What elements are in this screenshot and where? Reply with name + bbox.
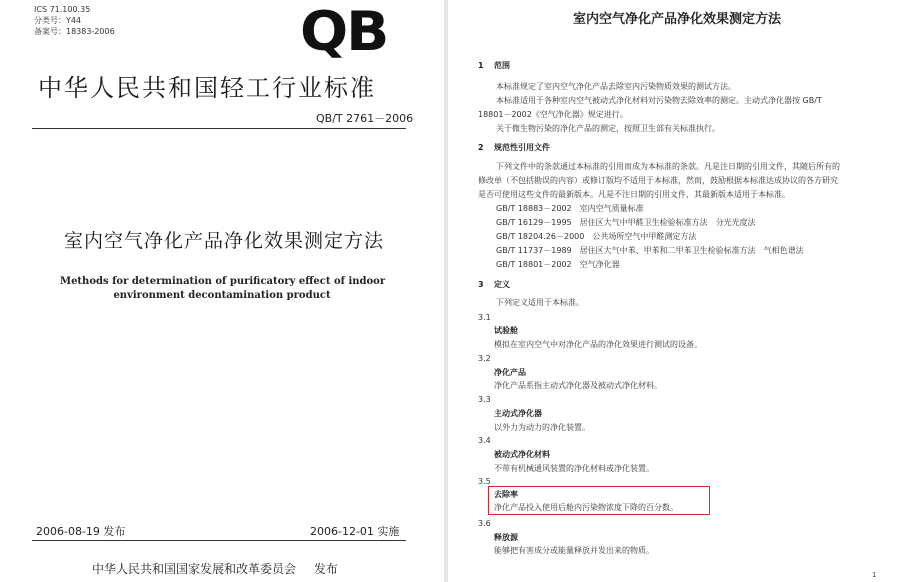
qb-logo: QB — [300, 0, 388, 63]
header-rule — [32, 128, 406, 129]
section-2-title: 规范性引用文件 — [494, 143, 550, 152]
definition-3-5-term: 去除率 — [494, 490, 518, 499]
cover-title-en-line1: Methods for determination of purificatory effect of indoor — [60, 276, 386, 287]
cover-title-cn: 室内空气净化产品净化效果测定方法 — [64, 230, 385, 252]
definition-3-6-term: 释放源 — [494, 533, 518, 542]
classification-code: 分类号：Y44 — [34, 16, 82, 25]
effective-date: 2006-12-01 实施 — [310, 525, 400, 538]
definition-3-1-text: 模拟在室内空气中对净化产品的净化效果进行测试的设备。 — [494, 340, 702, 349]
definition-3-3-text: 以外力为动力的净化装置。 — [494, 423, 590, 432]
footer-rule — [32, 540, 406, 541]
definition-3-4-term: 被动式净化材料 — [494, 450, 550, 459]
reference-2: GB/T 16129－1995 居住区大气中甲醛卫生检验标准方法 分光光度法 — [496, 218, 756, 227]
reference-5: GB/T 18801－2002 空气净化器 — [496, 260, 620, 269]
s2-paragraph-a: 下列文件中的条款通过本标准的引用而成为本标准的条款。凡是注日期的引用文件，其随后所有的 — [496, 162, 840, 171]
definition-3-1-term: 试验舱 — [494, 326, 518, 335]
section-1-title: 范围 — [494, 61, 510, 70]
s1-paragraph-2a: 本标准适用于各种室内空气被动式净化材料对污染物去除效率的测定。主动式净化器按 GB/T — [496, 96, 822, 105]
s1-paragraph-2b: 18801－2002《空气净化器》规定进行。 — [478, 110, 628, 119]
reference-4: GB/T 11737－1989 居住区大气中苯、甲苯和二甲苯卫生检验标准方法 气相色谱法 — [496, 246, 804, 255]
definition-3-2-number: 3.2 — [478, 354, 491, 363]
definition-3-3-number: 3.3 — [478, 395, 491, 404]
section-1-number: 1 — [478, 61, 484, 70]
definition-3-2-text: 净化产品系指主动式净化器及被动式净化材料。 — [494, 381, 662, 390]
s1-paragraph-3: 关于微生物污染的净化产品的测定，按照卫生部有关标准执行。 — [496, 124, 720, 133]
content-title: 室内空气净化产品净化效果测定方法 — [572, 12, 781, 27]
definition-3-4-text: 不带有机械通风装置的净化材料或净化装置。 — [494, 464, 654, 473]
s3-intro: 下列定义适用于本标准。 — [496, 298, 584, 307]
section-3-number: 3 — [478, 280, 484, 289]
standard-category-title: 中华人民共和国轻工行业标准 — [38, 74, 376, 102]
page-number: 1 — [872, 571, 877, 579]
definition-3-5-text: 净化产品投入使用后舱内污染物浓度下降的百分数。 — [494, 503, 678, 512]
definition-3-6-text: 能够把有害成分或能量释放并发出来的物质。 — [494, 546, 654, 555]
cover-page — [0, 0, 444, 582]
standard-number: QB/T 2761－2006 — [316, 112, 414, 125]
section-2-number: 2 — [478, 143, 484, 152]
definition-3-3-term: 主动式净化器 — [494, 409, 542, 418]
cover-title-en-line2: environment decontamination product — [113, 290, 331, 301]
issuer: 中华人民共和国国家发展和改革委员会 发布 — [92, 562, 338, 576]
reference-3: GB/T 18204.26－2000 公共场所空气中甲醛测定方法 — [496, 232, 697, 241]
definition-3-1-number: 3.1 — [478, 313, 491, 322]
definition-3-6-number: 3.6 — [478, 519, 491, 528]
record-number: 备案号：18383-2006 — [34, 27, 115, 36]
s2-paragraph-c: 是否可使用这些文件的最新版本。凡是不注日期的引用文件，其最新版本适用于本标准。 — [478, 190, 790, 199]
definition-3-4-number: 3.4 — [478, 436, 491, 445]
section-3-title: 定义 — [494, 280, 510, 289]
definition-3-5-number: 3.5 — [478, 477, 491, 486]
definition-3-2-term: 净化产品 — [494, 368, 526, 377]
s2-paragraph-b: 修改单（不包括勘误的内容）或修订版均不适用于本标准，然而，鼓励根据本标准达成协议的各方研究 — [478, 176, 838, 185]
s1-paragraph-1: 本标准规定了室内空气净化产品去除室内污染物质效果的测试方法。 — [496, 82, 736, 91]
reference-1: GB/T 18883－2002 室内空气质量标准 — [496, 204, 644, 213]
issue-date: 2006-08-19 发布 — [36, 525, 126, 538]
ics-code: ICS 71.100.35 — [34, 5, 91, 14]
